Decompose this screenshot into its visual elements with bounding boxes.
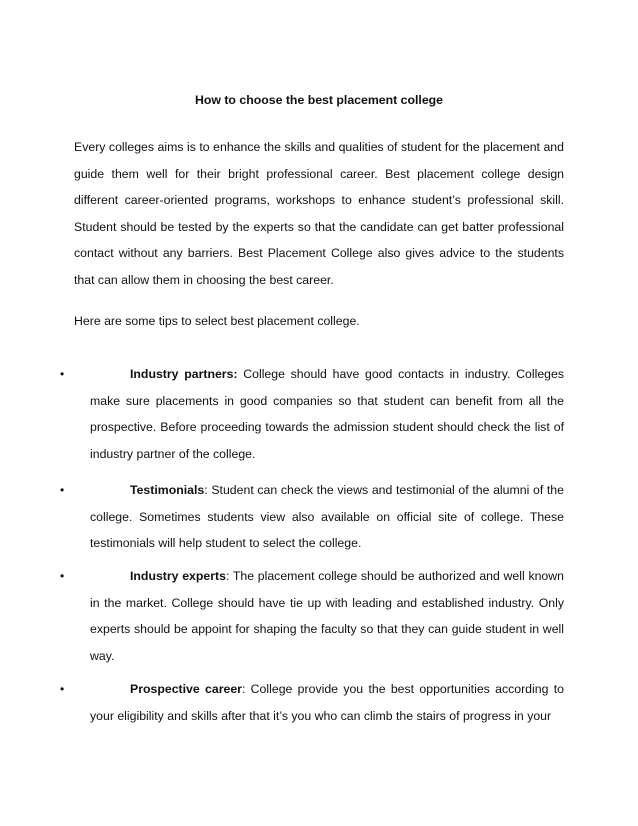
tip-heading: Prospective career [130, 682, 242, 696]
tip-text: : The placement college should be authorized and well known in the market. College should have tie up with leading and established industry. Only experts should be appoint for shaping the faculty so that they can guide student in well way. [90, 569, 564, 663]
bullet-icon: • [60, 483, 65, 497]
bullet-icon: • [60, 569, 65, 583]
bullet-icon: • [60, 682, 65, 696]
tip-heading: Industry experts [130, 569, 226, 583]
document-title: How to choose the best placement college [194, 93, 444, 107]
tip-body [90, 563, 564, 669]
intro-paragraph: Every colleges aims is to enhance the skills and qualities of student for the placement and guide them well for their bright professional career. Best placement college design different career-oriented programs, workshops to enhance student’s professional skill. Student should be tested by the experts so that the candidate can get batter professional contact without any barriers. Best Placement College also gives advice to the students that can allow them in choosing the best career. [74, 140, 564, 287]
tip-item-industry-experts [60, 563, 564, 669]
tip-text: : College provide you the best opportunities according to your eligibility and skills after that it’s you who can climb the stairs of progress in your [90, 682, 564, 723]
tip-body [90, 477, 564, 557]
tip-body [90, 361, 564, 467]
tip-item-industry-partners [60, 361, 564, 467]
tip-heading: Testimonials [130, 483, 205, 497]
bullet-icon: • [60, 367, 65, 381]
tips-intro-paragraph: Here are some tips to select best placement college. [74, 314, 360, 328]
tip-item-prospective-career [60, 676, 564, 729]
tip-item-testimonials [60, 477, 564, 557]
tip-body [90, 676, 564, 729]
tip-text: : Student can check the views and testimonial of the alumni of the college. Sometimes students view also available on official site of college. These testimonials will help student to select the college. [90, 483, 564, 551]
tip-heading: Industry partners: [130, 367, 238, 381]
tip-text: College should have good contacts in industry. Colleges make sure placements in good companies so that student can benefit from all the prospective. Before proceeding towards the admission student should check the list of industry partner of the college. [90, 367, 564, 461]
